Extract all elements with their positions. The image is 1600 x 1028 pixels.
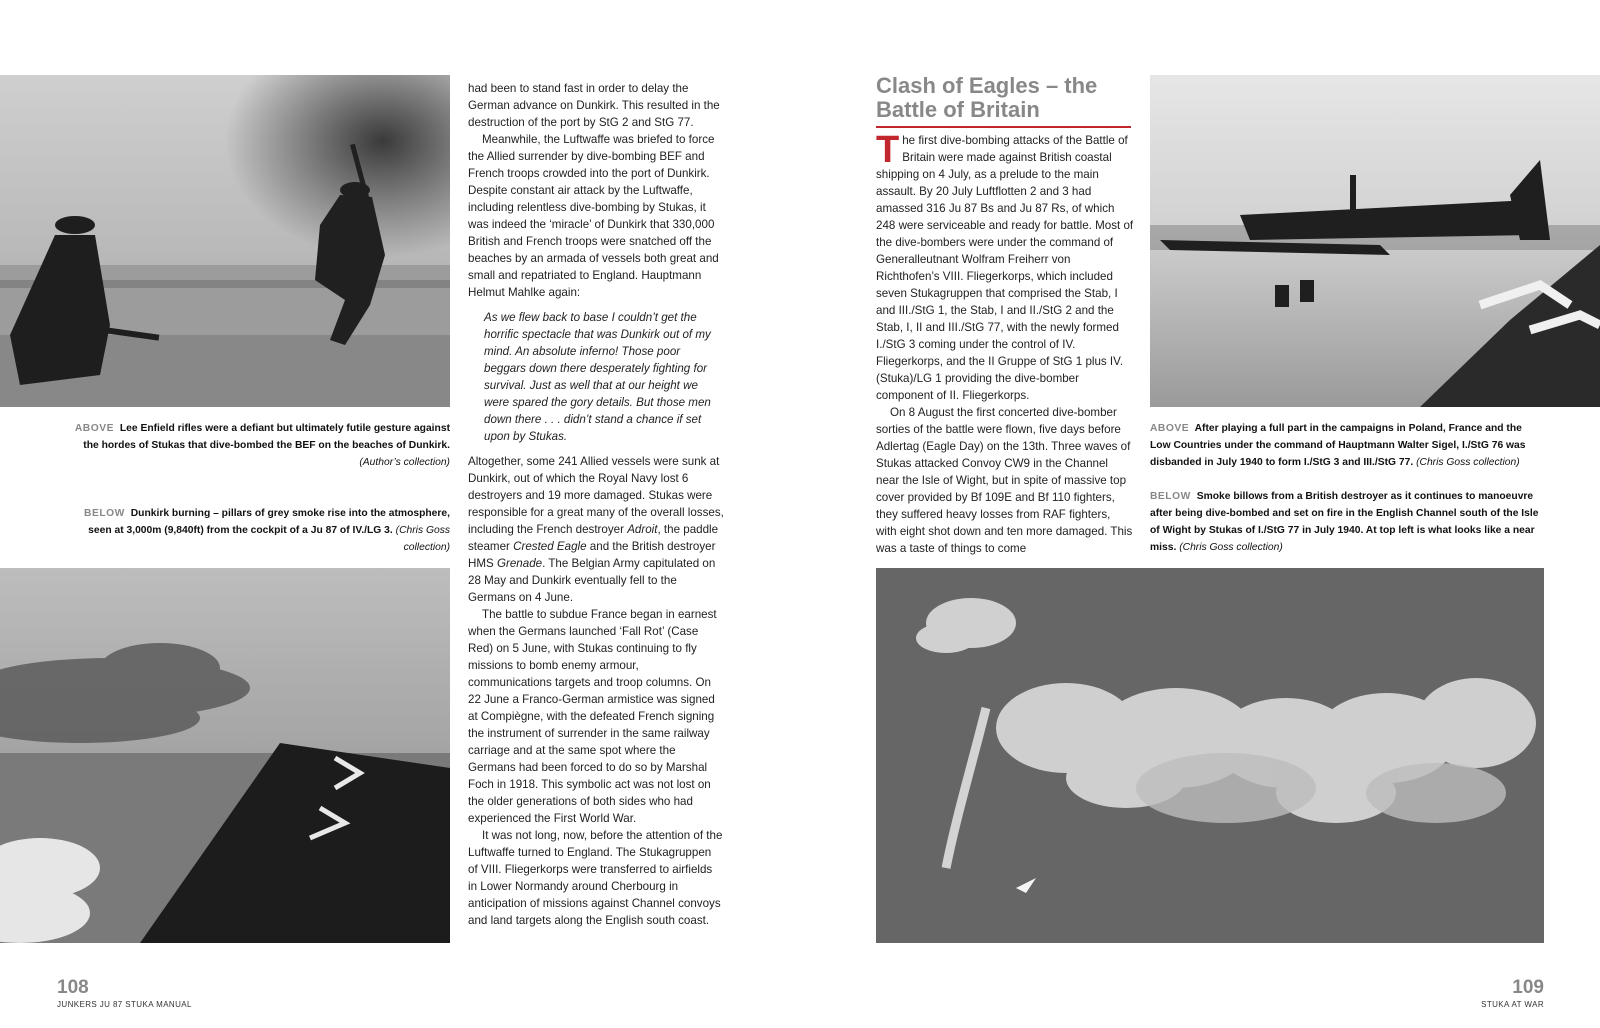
text-run: he first dive-bombing attacks of the Battle of Britain were made against British coastal shipping on 4 July, as a prelude to the main assault. By 20 July Luftflotten 2 and 3 had amassed 316 Ju 87 Bs and Ju 87 Rs, of which 248 were serviceable and ready for battle. Most of the dive-bombers were under the command of Generalleutnant Wolfram Freiherr von Richthofen’s VIII. Fliegerkorps, which included seven Stukagruppen that comprised the Stab, I and III./StG 1, the Stab, I and II./StG 2 and the Stab, I, II and III./StG 77, with the newly formed I./StG 3 coming under the control of IV. Fliegerkorps, and the II Gruppe of StG 1 plus IV. (Stuka)/LG 1 providing the dive-bomber component of II. Fliegerkorps. — [876, 134, 1134, 402]
caption-tag: BELOW — [1150, 491, 1191, 502]
page-number-right: 109 — [1512, 977, 1544, 998]
caption-tag: ABOVE — [1150, 423, 1190, 434]
text-run: . The Belgian Army capitulated on 28 May and Dunkirk eventually fell to the Germans on 4 June. — [468, 557, 716, 604]
heading-line: Clash of Eagles – the — [876, 73, 1098, 98]
heading-rule — [876, 126, 1131, 128]
caption-above-right — [1150, 420, 1545, 471]
ship-name: Grenade — [496, 557, 543, 570]
caption-tag: ABOVE — [74, 423, 114, 434]
text-run: Altogether, some 241 Allied vessels were sunk at Dunkirk, out of which the Royal Navy lost 6 destroyers and 19 more damaged. Stukas were responsible for a great many of the overall losses, including the French destroyer — [468, 455, 724, 536]
caption-text: After playing a full part in the campaigns in Poland, France and the Low Countries under the command of Hauptmann Walter Sigel, I./StG 76 was disbanded in July 1940 to form I./StG 3 and III./StG 77. — [1150, 423, 1526, 468]
paragraph: had been to stand fast in order to delay the German advance on Dunkirk. This resulted in the destruction of the port by StG 2 and StG 77. — [468, 82, 720, 129]
paragraph: On 8 August the first concerted dive-bomber sorties of the battle were flown, five days before Adlertag (Eagle Day) on the 13th. Three waves of Stukas attacked Convoy CW9 in the Channel near the Isle of Wight, but in spite of massive top cover provided by Bf 109E and Bf 110 fighters, they suffered heavy losses from RAF fighters, with eight shot down and ten more damaged. This was a taste of things to come — [876, 406, 1133, 555]
text-run: , the paddle steamer — [468, 523, 719, 553]
text-run: and the British destroyer HMS — [468, 540, 716, 570]
ship-name: Crested Eagle — [513, 540, 587, 553]
caption-below-left — [60, 505, 450, 556]
photo-dunkirk-soldiers — [0, 75, 450, 407]
running-title-right: STUKA AT WAR — [1481, 1000, 1544, 1009]
caption-credit: (Chris Goss collection) — [1179, 542, 1283, 553]
paragraph: Meanwhile, the Luftwaffe was briefed to force the Allied surrender by dive-bombing BEF and French troops crowded into the port of Dunkirk. Despite constant air attack by the Luftwaffe, including relentless dive-bombing by Stukas, it was indeed the ‘miracle’ of Dunkirk that 330,000 British and French troops were snatched off the beaches by an armada of vessels both great and small and repatriated to England. Hauptmann Helmut Mahlke again: — [468, 133, 719, 299]
photo-stuka-flight — [1150, 75, 1600, 407]
caption-credit: (Chris Goss collection) — [1416, 457, 1520, 468]
caption-credit: (Chris Goss collection) — [395, 525, 450, 553]
page-number-left: 108 — [57, 977, 89, 998]
paragraph-first — [876, 129, 1134, 404]
quote-mahlke: As we flew back to base I couldn’t get the horrific spectacle that was Dunkirk out of my mind. An absolute inferno! Those poor beggars down there desperately fighting for survival. Just as well that at our height we were spared the gory details. But those men down there . . . didn’t stand a chance if set upon by Stukas. — [484, 311, 711, 443]
photo-dunkirk-burning — [0, 568, 450, 943]
caption-text: Smoke billows from a British destroyer as it continues to manoeuvre after being dive-bombed and set on fire in the English Channel south of the Isle of Wight by Stukas of I./StG 77 in July 1940. At top left is what looks like a near miss. — [1150, 491, 1539, 553]
heading-line: Battle of Britain — [876, 97, 1040, 122]
drop-cap: T — [876, 129, 900, 171]
caption-text: Lee Enfield rifles were a defiant but ultimately futile gesture against the hordes of Stukas that dive-bombed the BEF on the beaches of Dunkirk. — [83, 423, 450, 451]
caption-text: Dunkirk burning – pillars of grey smoke rise into the atmosphere, seen at 3,000m (9,840ft) from the cockpit of a Ju 87 of IV./LG 3. — [88, 508, 450, 536]
right-text-column — [876, 129, 1134, 557]
ship-name: Adroit — [627, 523, 658, 536]
paragraph: The battle to subdue France began in earnest when the Germans launched ‘Fall Rot’ (Case Red) on 5 June, with Stukas continuing to fly missions to bomb enemy armour, communications targets and troop columns. On 22 June a Franco-German armistice was signed at Compiègne, with the defeated French signing the instrument of surrender in the same railway carriage and at the same spot where the Germans had been forced to do so by Marshal Foch in 1918. This symbolic act was not lost on the older generations of both sides who had experienced the First World War. — [468, 608, 717, 825]
caption-tag: BELOW — [84, 508, 125, 519]
paragraph: It was not long, now, before the attention of the Luftwaffe turned to England. The Stukagruppen of VIII. Fliegerkorps were transferred to airfields in Lower Normandy around Cherbourg in anticipation of missions against Channel convoys and land targets along the English south coast. — [468, 829, 723, 927]
running-title-left: JUNKERS JU 87 STUKA MANUAL — [57, 1000, 192, 1009]
left-text-column — [468, 80, 724, 929]
caption-credit: (Author’s collection) — [359, 457, 450, 468]
photo-destroyer-smoke — [876, 568, 1544, 943]
section-heading — [876, 74, 1136, 122]
caption-above-left — [60, 420, 450, 471]
paragraph-losses — [468, 453, 724, 606]
caption-below-right — [1150, 488, 1545, 556]
